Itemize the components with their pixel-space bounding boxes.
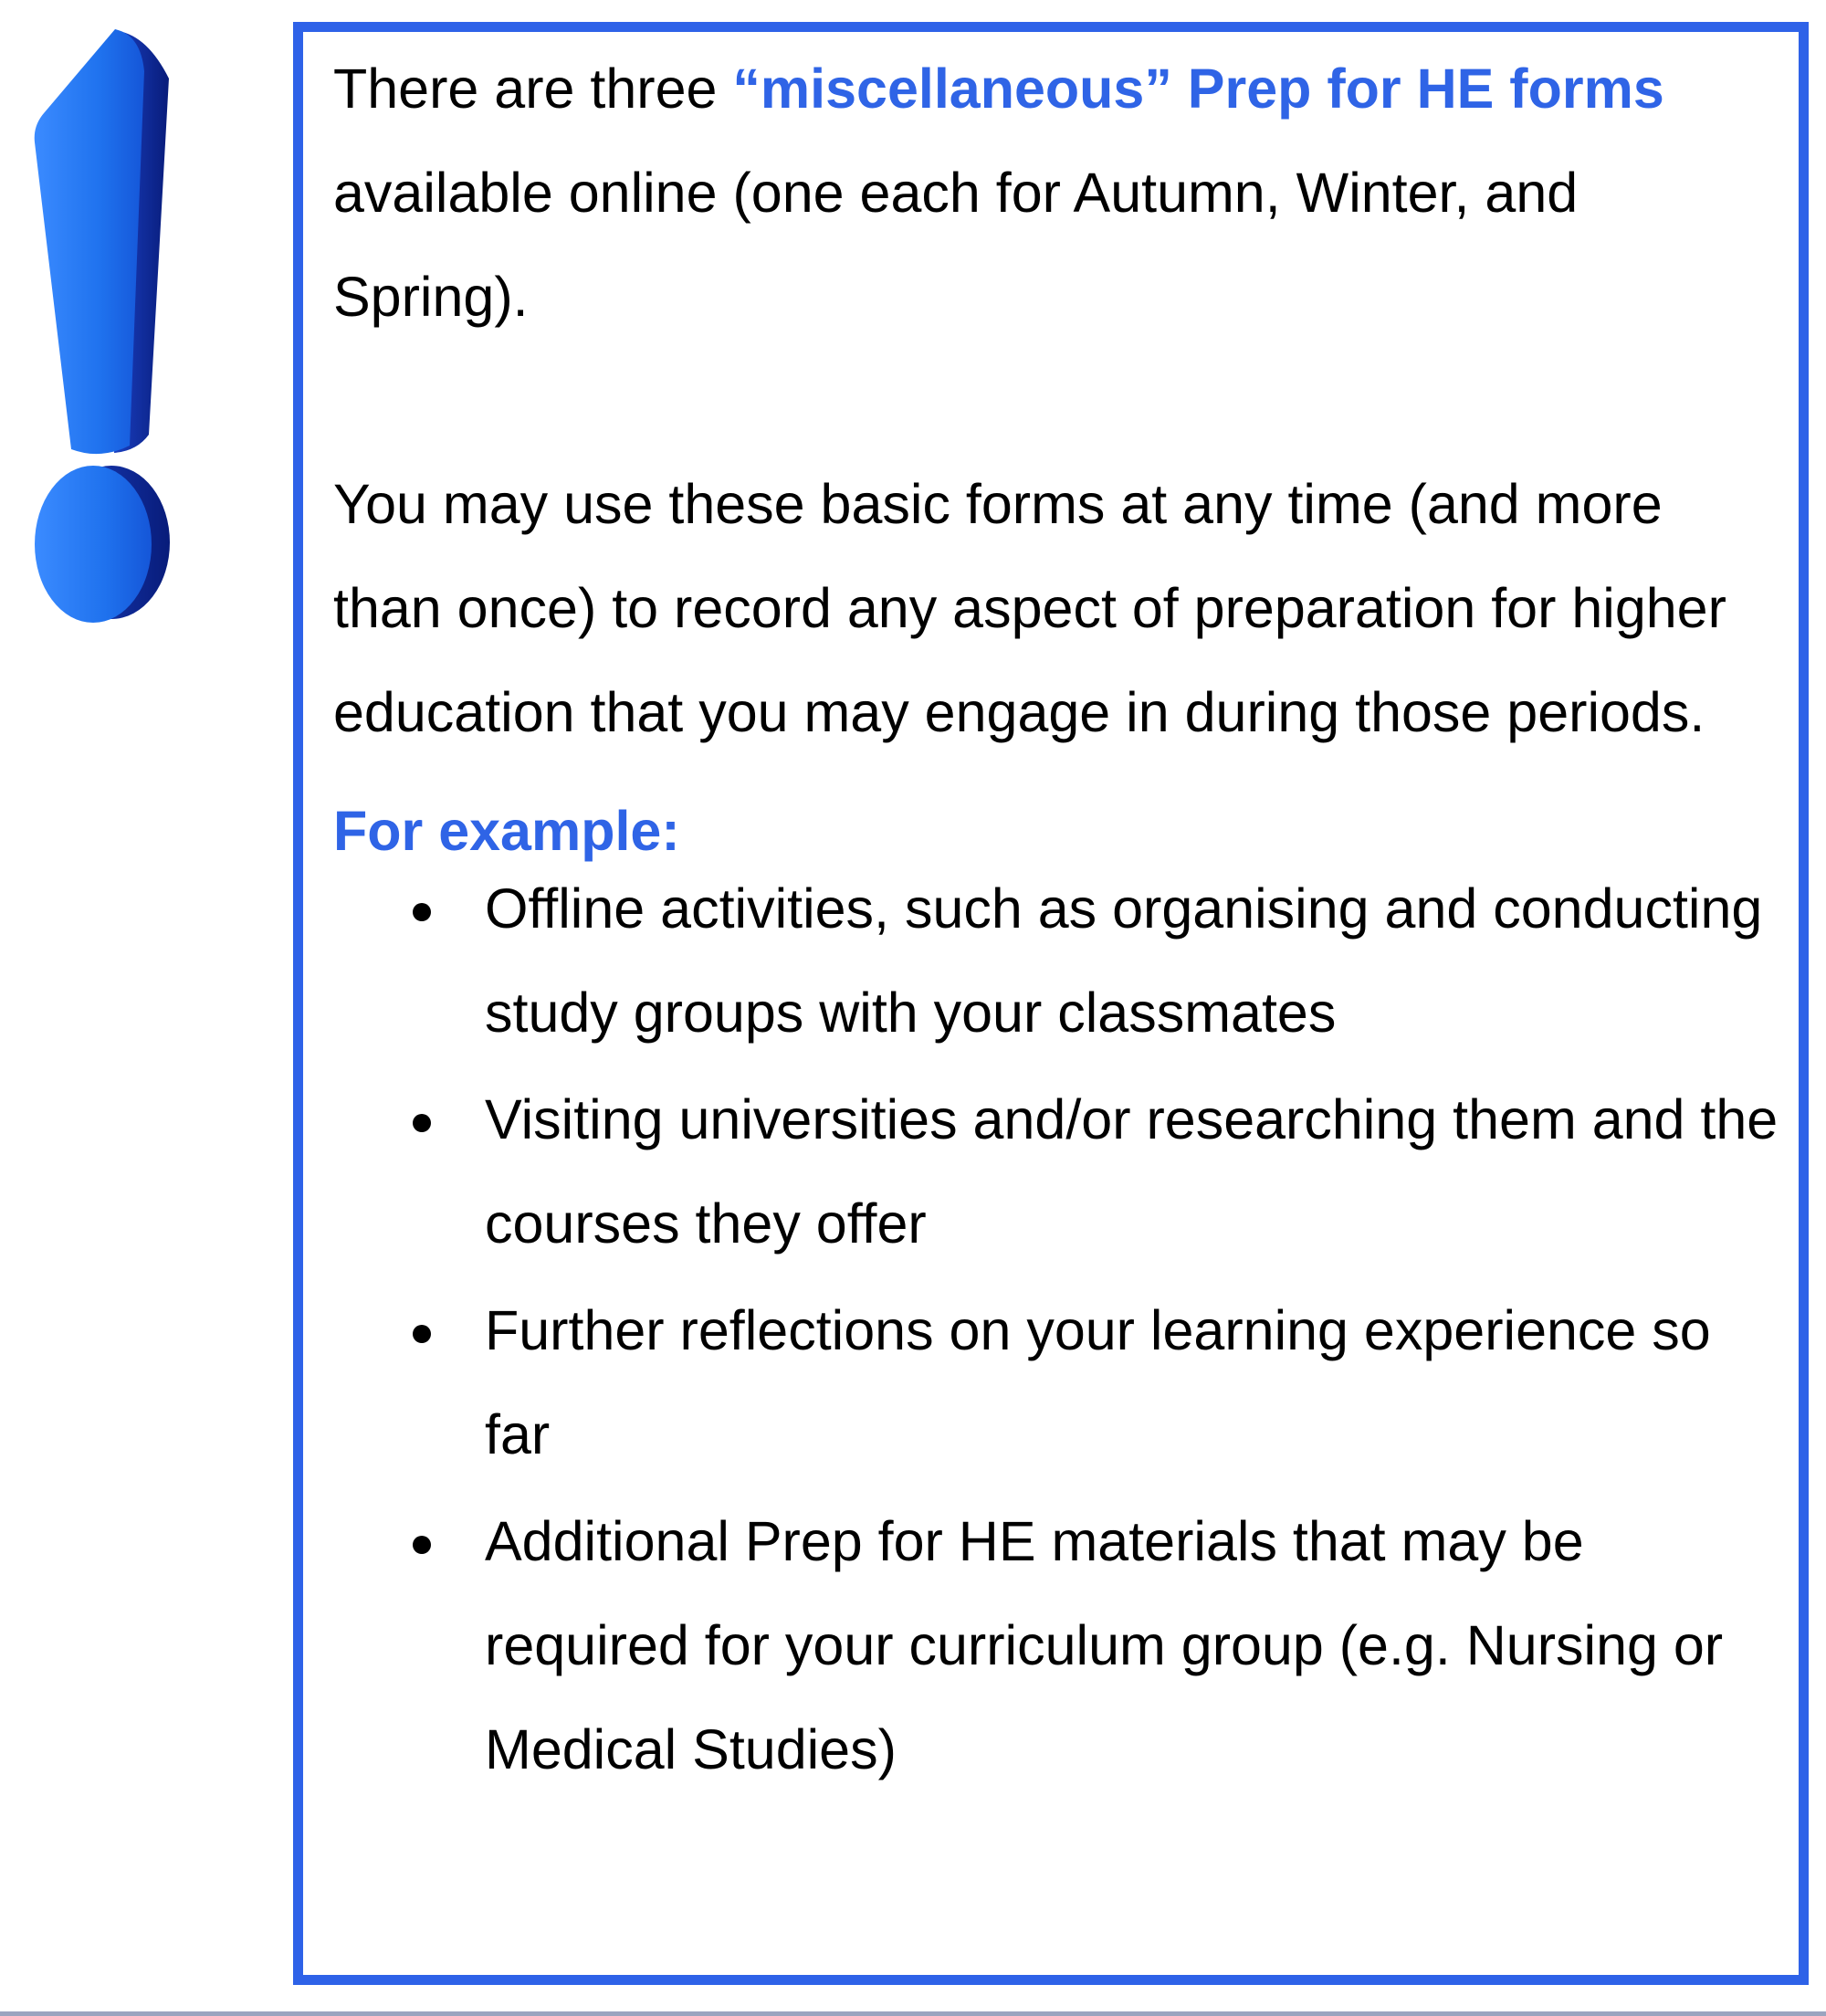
bullet-icon — [413, 1536, 431, 1554]
bottom-divider — [0, 2011, 1826, 2016]
list-item-text: Visiting universities and/or researching them and the courses they offer — [485, 1088, 1779, 1255]
usage-paragraph: You may use these basic forms at any time (and more than once) to record any aspect of preparation for higher education that you may engage in during those periods. — [333, 473, 1726, 743]
bullet-icon — [413, 1114, 431, 1132]
intro-paragraph — [333, 37, 1785, 349]
list-item — [333, 1278, 1785, 1486]
list-item — [333, 856, 1785, 1065]
list-item — [333, 1489, 1785, 1801]
forms-highlight: “miscellaneous” Prep for HE forms — [732, 58, 1664, 120]
list-item-text: Additional Prep for HE materials that may be required for your curriculum group (e.g. Nursing or Medical Studies) — [485, 1510, 1724, 1780]
exclamation-mark-icon — [27, 24, 183, 626]
list-item-text: Offline activities, such as organising and conducting study groups with your classmates — [485, 877, 1763, 1044]
bullet-icon — [413, 1325, 431, 1343]
bullet-icon — [413, 903, 431, 921]
note-content — [333, 37, 1785, 1801]
intro-lead: There are three — [333, 58, 733, 120]
list-item-text: Further reflections on your learning experience so far — [485, 1299, 1711, 1465]
intro-rest: available online (one each for Autumn, Winter, and Spring). — [333, 162, 1579, 328]
example-list — [333, 856, 1785, 1801]
example-heading: For example: — [333, 800, 680, 862]
paragraph-gap — [333, 349, 1785, 452]
list-item — [333, 1067, 1785, 1276]
